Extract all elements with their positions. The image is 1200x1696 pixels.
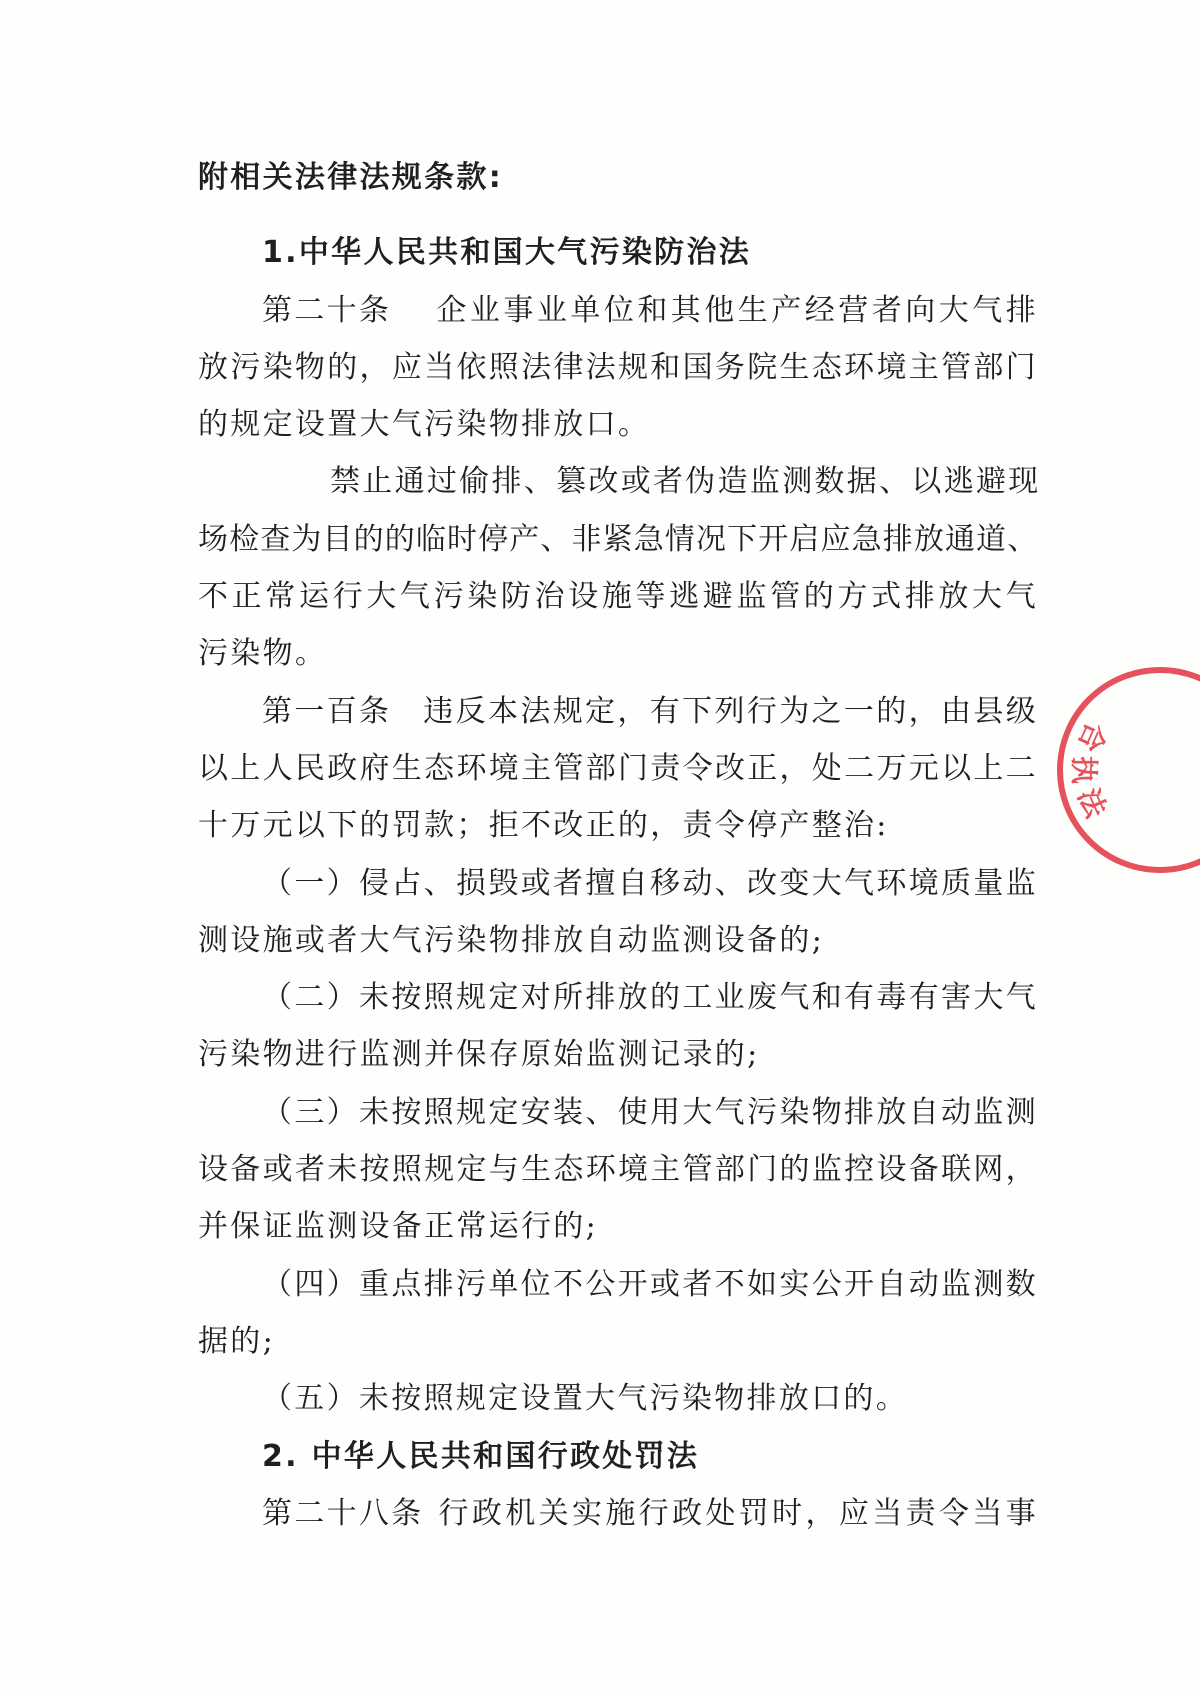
list-item-1-line: （一）侵占、损毁或者擅自移动、改变大气环境质量监 (262, 865, 1038, 901)
text-line: 以上人民政府生态环境主管部门责令改正，处二万元以上二 (198, 750, 1038, 786)
text-line: 污染物。 (198, 636, 328, 672)
text-line: 据的; (198, 1323, 276, 1359)
list-item-5-line: （五）未按照规定设置大气污染物排放口的。 (262, 1381, 908, 1417)
seal-char: 合 (1071, 717, 1113, 757)
text-line: 污染物进行监测并保存原始监测记录的; (198, 1037, 760, 1073)
text-line: 并保证监测设备正常运行的; (198, 1209, 599, 1245)
text-line: 放污染物的，应当依照法律法规和国务院生态环境主管部门 (198, 349, 1038, 385)
article-text: 企业事业单位和其他生产经营者向大气排 (435, 292, 1038, 328)
text-line: 不正常运行大气污染防治设施等逃避监管的方式排放大气 (198, 579, 1038, 615)
seal-char: 执 (1067, 755, 1101, 785)
article-text: 违反本法规定，有下列行为之一的，由县级 (423, 693, 1038, 729)
list-item-3-line: （三）未按照规定安装、使用大气污染物排放自动监测 (262, 1094, 1038, 1130)
article-text: 行政机关实施行政处罚时，应当责令当事 (437, 1495, 1038, 1531)
article-label: 第一百条 (262, 693, 392, 729)
list-item-2-line: （二）未按照规定对所排放的工业废气和有毒有害大气 (262, 980, 1038, 1016)
text-line: 禁止通过偷排、篡改或者伪造监测数据、以逃避现 (330, 464, 1041, 500)
document-body (198, 149, 1041, 1542)
article-label: 第二十八条 (262, 1495, 424, 1531)
official-seal (1040, 655, 1200, 885)
article-100-first-line (198, 683, 1038, 740)
text-line: 场检查为目的的临时停产、非紧急情况下开启应急排放通道、 (198, 521, 1038, 557)
article-28-first-line (198, 1485, 1038, 1542)
seal-char: 法 (1071, 783, 1113, 823)
list-item-4-line: （四）重点排污单位不公开或者不如实公开自动监测数 (262, 1266, 1038, 1302)
text-line: 十万元以下的罚款；拒不改正的，责令停产整治: (198, 808, 889, 844)
text-line: 测设施或者大气污染物排放自动监测设备的; (198, 922, 825, 958)
law-1-title: 1.中华人民共和国大气污染防治法 (262, 235, 752, 271)
article-label: 第二十条 (262, 292, 392, 328)
page-heading: 附相关法律法规条款: (198, 160, 503, 195)
article-20-first-line (198, 282, 1038, 339)
text-line: 设备或者未按照规定与生态环境主管部门的监控设备联网， (198, 1152, 1038, 1188)
law-2-title: 2. 中华人民共和国行政处罚法 (262, 1438, 700, 1474)
text-line: 的规定设置大气污染物排放口。 (198, 407, 651, 443)
